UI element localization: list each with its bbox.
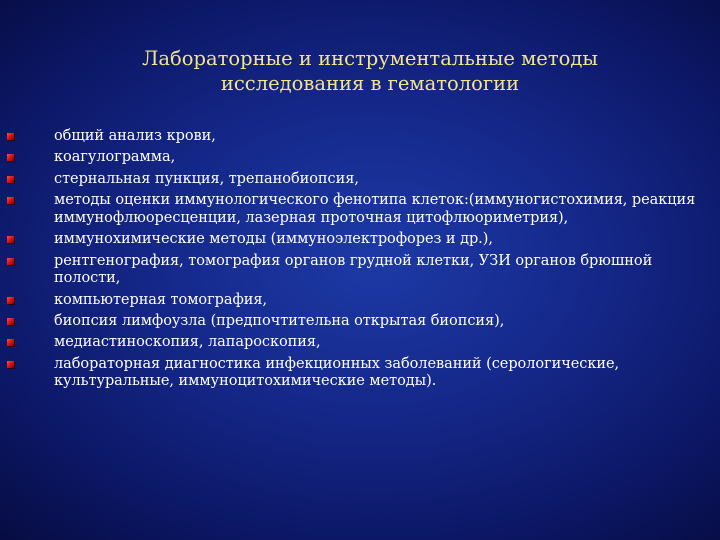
slide-title bbox=[40, 46, 700, 96]
list-item-text: компьютерная томография, bbox=[54, 291, 268, 308]
title-line-1: Лабораторные и инструментальные методы bbox=[142, 47, 598, 71]
square-bullet-icon bbox=[7, 133, 14, 140]
square-bullet-icon bbox=[7, 297, 14, 304]
square-bullet-icon bbox=[7, 361, 14, 368]
square-bullet-icon bbox=[7, 197, 14, 204]
list-item-text: коагулограмма, bbox=[54, 149, 176, 166]
list-item-text: рентгенография, томография органов грудной клетки, УЗИ органов брюшной полости, bbox=[54, 252, 653, 287]
list-item bbox=[0, 334, 720, 351]
list-item-text: иммунохимические методы (иммуноэлектрофорез и др.), bbox=[54, 231, 493, 248]
list-item bbox=[0, 356, 720, 391]
list-item-text: стернальная пункция, трепанобиопсия, bbox=[54, 170, 359, 187]
list-item bbox=[0, 192, 720, 227]
square-bullet-icon bbox=[7, 236, 14, 243]
list-item bbox=[0, 128, 720, 145]
list-item-text: общий анализ крови, bbox=[54, 128, 216, 144]
methods-list bbox=[0, 128, 720, 395]
square-bullet-icon bbox=[7, 154, 14, 161]
list-item-text: методы оценки иммунологического фенотипа клеток:(иммуногистохимия, реакция иммунофлюоресценции, лазерная проточная цитофлюориметрия), bbox=[54, 192, 696, 226]
square-bullet-icon bbox=[7, 339, 14, 346]
square-bullet-icon bbox=[7, 176, 14, 183]
list-item bbox=[0, 292, 720, 309]
list-item-text: медиастиноскопия, лапароскопия, bbox=[54, 334, 321, 351]
title-line-2: исследования в гематологии bbox=[220, 72, 520, 96]
list-item bbox=[0, 313, 720, 330]
list-item bbox=[0, 253, 720, 288]
list-item-text: биопсия лимфоузла (предпочтительна открытая биопсия), bbox=[54, 312, 505, 329]
list-item bbox=[0, 171, 720, 188]
square-bullet-icon bbox=[7, 258, 14, 265]
list-item bbox=[0, 231, 720, 248]
list-item-text: лабораторная диагностика инфекционных заболеваний (серологические, культуральные, иммуноцитохимические методы). bbox=[54, 355, 620, 390]
list-item bbox=[0, 149, 720, 166]
square-bullet-icon bbox=[7, 318, 14, 325]
